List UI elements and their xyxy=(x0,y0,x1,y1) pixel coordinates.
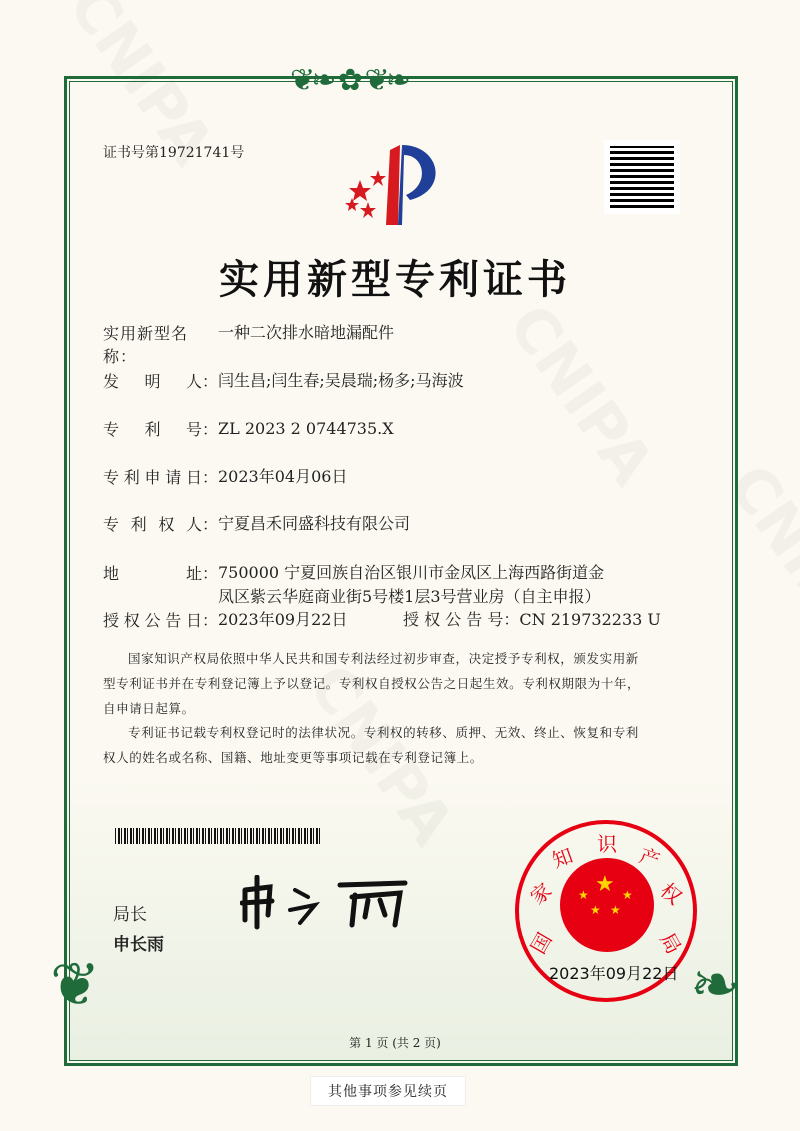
field-label: 权 xyxy=(158,515,175,534)
field-grant-date xyxy=(103,608,661,632)
seal-char: 局 xyxy=(655,928,687,958)
field-filing-date xyxy=(103,465,347,489)
corner-ornament-icon: ❧ xyxy=(690,950,741,1020)
national-emblem-icon: ★ ★ ★ ★ ★ xyxy=(560,858,654,952)
field-patentee xyxy=(103,512,410,536)
field-inventors xyxy=(103,369,464,393)
director-name: 申长雨 xyxy=(113,935,164,955)
field-label: 址： xyxy=(185,564,218,583)
patent-number: ZL 2023 2 0744735.X xyxy=(218,419,394,438)
field-label: 明 xyxy=(144,372,161,391)
seal-char: 识 xyxy=(597,832,617,856)
field-address xyxy=(103,561,604,609)
utility-model-name: 一种二次排水暗地漏配件 xyxy=(218,323,395,342)
field-label: 告 xyxy=(165,611,182,630)
field-label: 利 xyxy=(130,515,147,534)
field-label: 申 xyxy=(144,468,161,487)
field-label: 实用新型名称： xyxy=(103,324,189,366)
field-label: 号： xyxy=(185,420,218,439)
patentee: 宁夏昌禾同盛科技有限公司 xyxy=(218,514,411,533)
field-label: 授 权 公 告 号： xyxy=(403,610,520,629)
top-ornament-icon: ❦❧ ✿ ❦❧ xyxy=(290,63,407,98)
filing-date: 2023年04月06日 xyxy=(218,467,348,486)
cnipa-logo xyxy=(340,140,460,230)
field-label: 授 xyxy=(103,611,120,630)
address-line: 凤区紫云华庭商业街5号楼1层3号营业房（自主申报） xyxy=(218,587,601,606)
seal-date: 2023年09月22日 xyxy=(549,964,679,983)
field-label: 地 xyxy=(103,564,120,583)
certificate-number: 证书号第19721741号 xyxy=(103,145,245,161)
address-line: 750000 宁夏回族自治区银川市金凤区上海西路街道金 xyxy=(218,563,605,582)
seal-char: 产 xyxy=(635,843,663,873)
field-label: 日： xyxy=(185,468,218,487)
page-indicator: 第 1 页 (共 2 页) xyxy=(349,1036,441,1050)
field-label: 请 xyxy=(165,468,182,487)
field-label: 专 xyxy=(103,420,120,439)
field-label: 权 xyxy=(123,611,140,630)
corner-ornament-icon: ❦ xyxy=(50,950,101,1020)
field-name xyxy=(103,321,394,367)
page-title: 实用新型专利证书 xyxy=(219,257,571,303)
seal-char: 家 xyxy=(525,878,557,910)
field-label: 人： xyxy=(185,515,218,534)
field-label: 日： xyxy=(185,611,218,630)
director-signature xyxy=(240,875,415,930)
field-label: 利 xyxy=(144,420,161,439)
director-title: 局长 xyxy=(113,905,147,925)
seal-char: 权 xyxy=(655,878,687,910)
field-label: 公 xyxy=(144,611,161,630)
field-patent-no xyxy=(103,417,394,441)
barcode xyxy=(115,828,320,844)
field-label: 人： xyxy=(185,372,218,391)
seal-char: 知 xyxy=(549,843,577,873)
qr-code[interactable] xyxy=(604,140,680,214)
field-label: 发 xyxy=(103,372,120,391)
grant-date: 2023年09月22日 xyxy=(218,610,348,629)
legal-paragraph: 专利证书记载专利权登记时的法律状况。专利权的转移、质押、无效、终止、恢复和专利权人的姓名或名称、国籍、地址变更等事项记载在专利登记簿上。 xyxy=(103,725,639,765)
field-label: 利 xyxy=(123,468,140,487)
seal-char: 国 xyxy=(525,928,557,958)
continuation-note: 其他事项参见续页 xyxy=(310,1076,466,1106)
field-label: 专 xyxy=(103,515,120,534)
legal-paragraph: 国家知识产权局依照中华人民共和国专利法经过初步审查，决定授予专利权，颁发实用新型专利证书并在专利登记簿上予以登记。专利权自授权公告之日起生效。专利权期限为十年，自申请日起算。 xyxy=(103,651,641,716)
grant-number: CN 219732233 U xyxy=(519,610,661,629)
inventors: 闫生昌;闫生春;吴晨瑞;杨多;马海波 xyxy=(218,371,464,390)
field-label: 专 xyxy=(103,468,120,487)
